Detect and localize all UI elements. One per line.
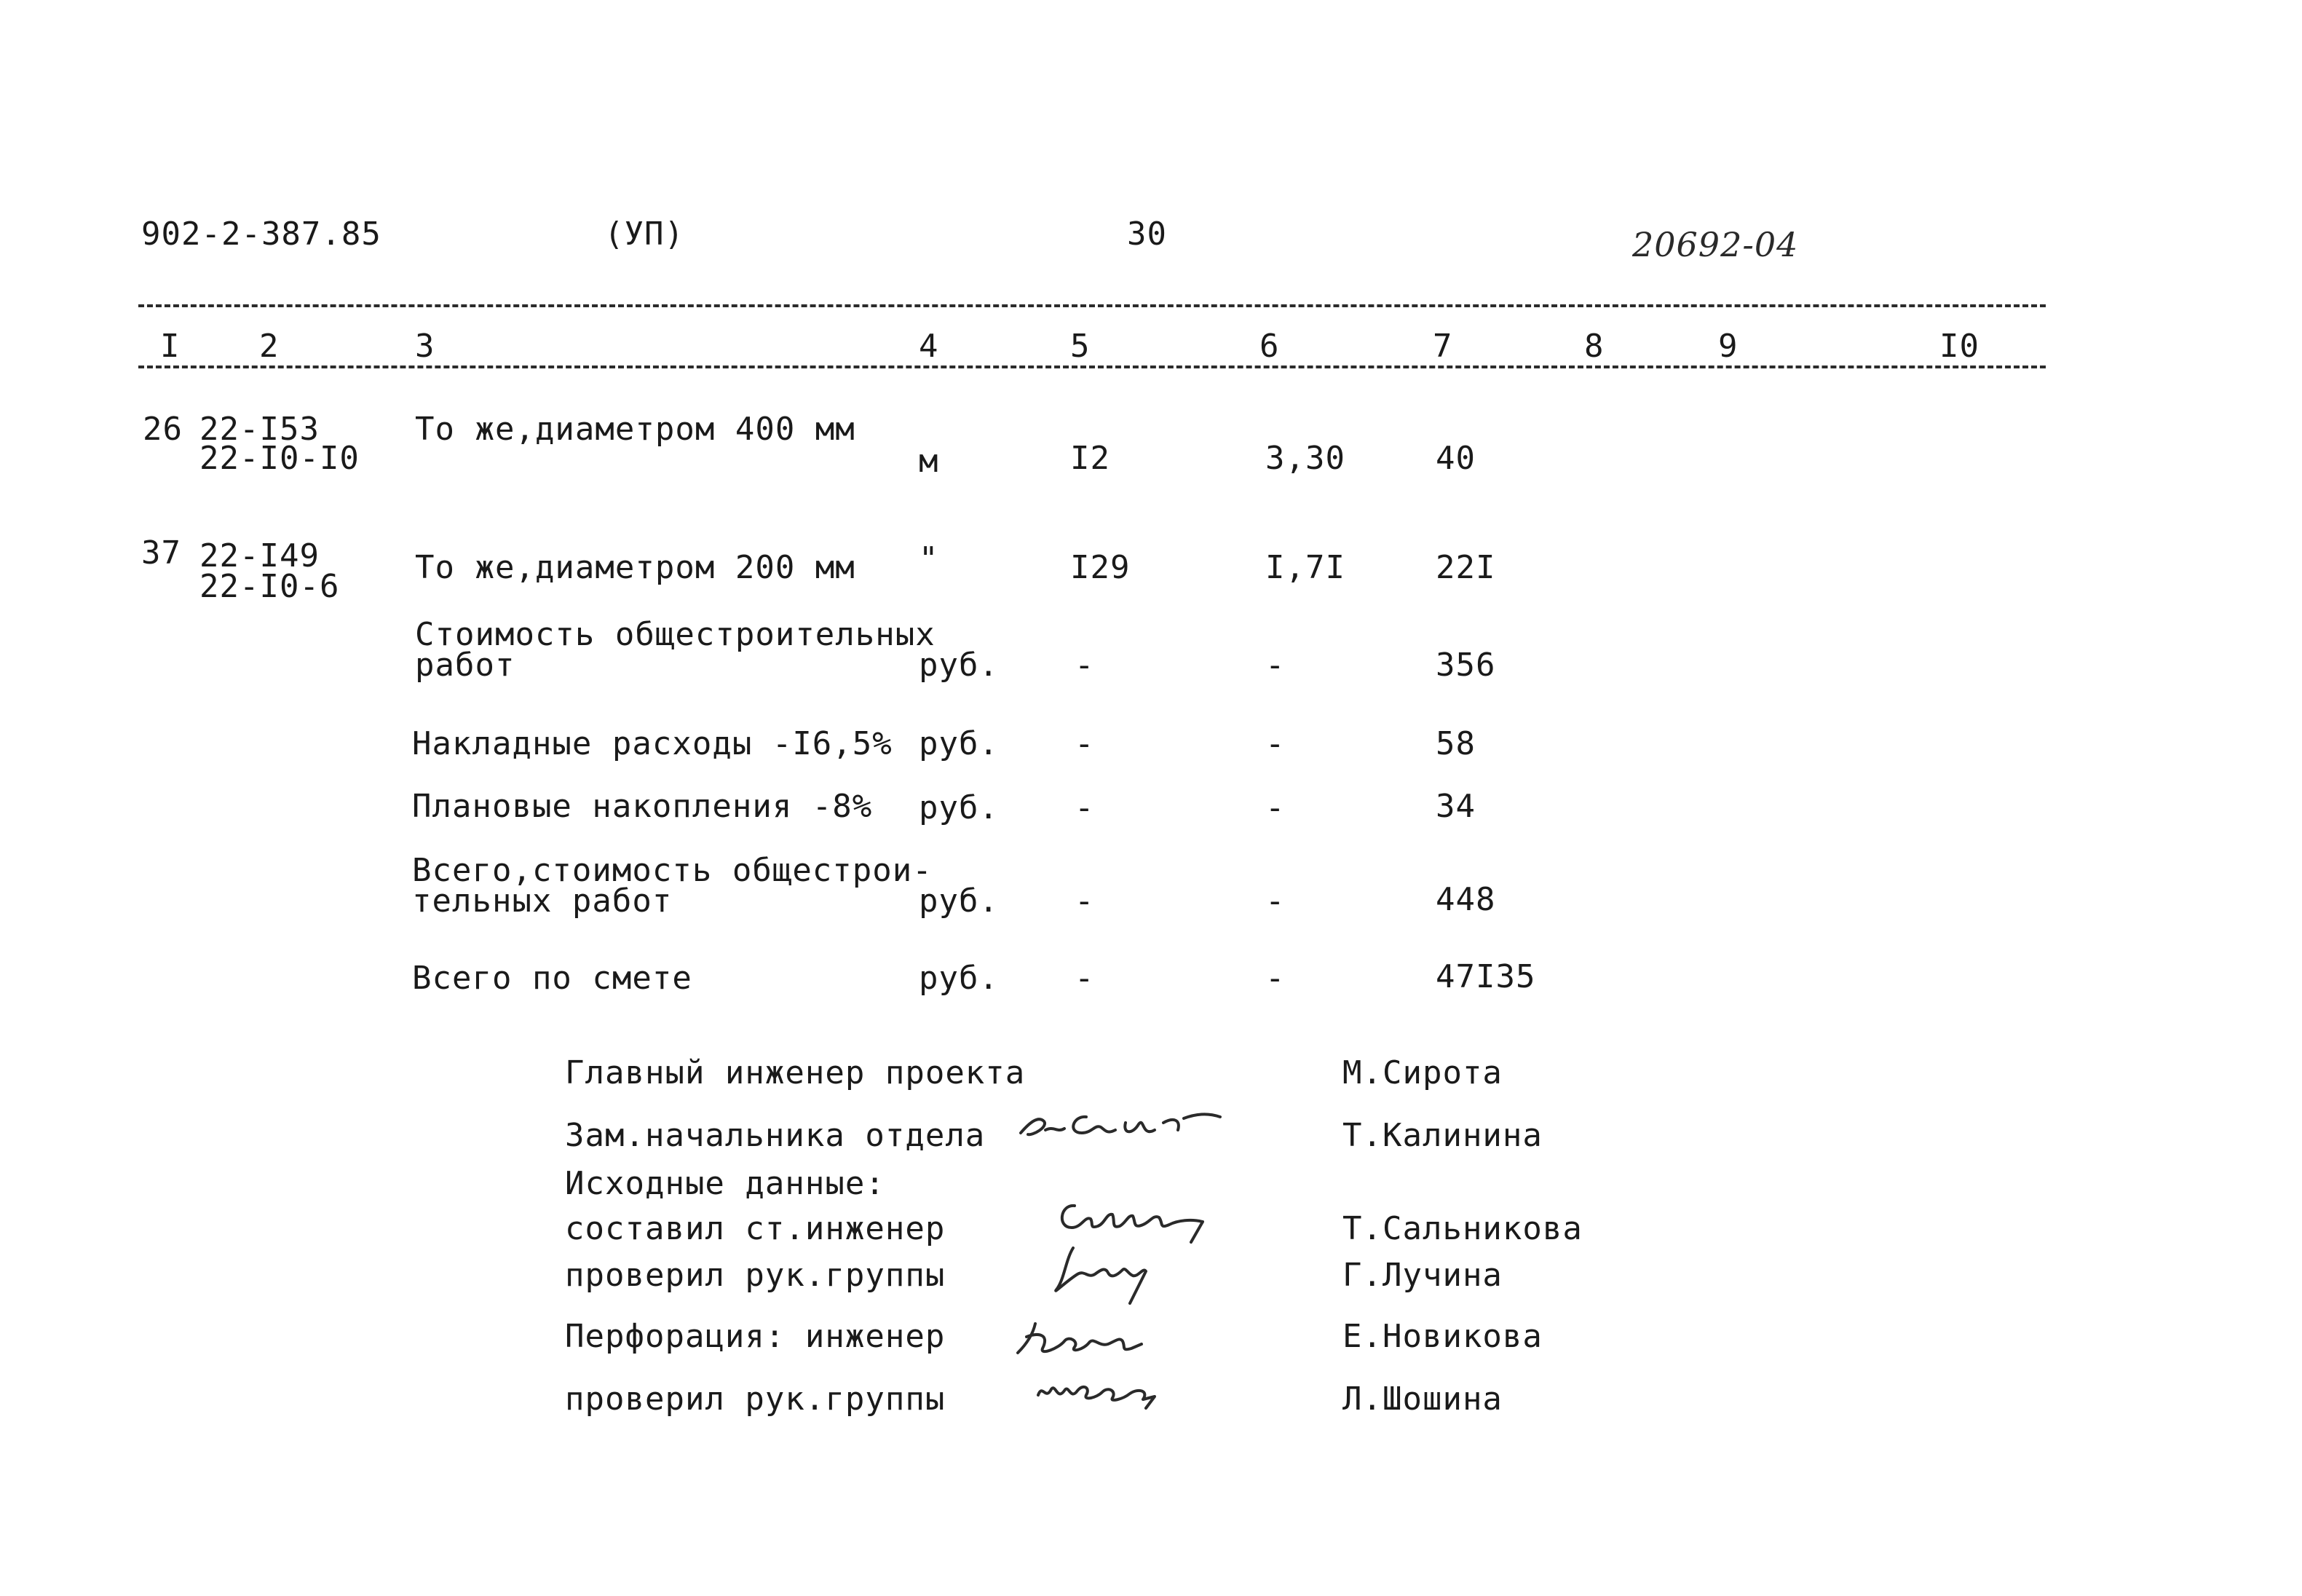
summary-name: Накладные расходы -I6,5%	[412, 725, 893, 762]
summary-price: -	[1265, 882, 1286, 920]
row-unit: м	[919, 443, 939, 480]
row-total: 22I	[1436, 549, 1496, 586]
row-total: 40	[1436, 440, 1476, 477]
signature-person: Е.Новикова	[1342, 1318, 1543, 1355]
summary-price: -	[1265, 725, 1286, 762]
section-label: (УП)	[604, 216, 684, 253]
signature-person: Т.Сальникова	[1342, 1210, 1583, 1247]
summary-qty: -	[1075, 882, 1095, 920]
column-header-2: 2	[259, 328, 280, 365]
page-number: 30	[1127, 216, 1167, 253]
signature-section-label: Исходные данные:	[565, 1165, 885, 1202]
summary-total: 34	[1436, 788, 1476, 825]
signature-role: Перфорация: инженер	[565, 1318, 946, 1355]
summary-name-cont: работ	[415, 647, 515, 684]
header-top-rule	[138, 304, 2046, 307]
signature-role: Зам.начальника отдела	[565, 1117, 986, 1154]
column-header-6: 6	[1259, 328, 1280, 365]
row-price: 3,30	[1265, 440, 1345, 477]
summary-price: -	[1265, 647, 1286, 684]
summary-qty: -	[1075, 725, 1095, 762]
summary-unit: руб.	[919, 882, 999, 920]
row-qty: I2	[1070, 440, 1110, 477]
handwritten-signature	[1013, 1315, 1174, 1366]
summary-name: Стоимость общестроительных	[415, 616, 936, 653]
column-header-1: I	[160, 328, 181, 365]
row-number: 37	[141, 534, 181, 572]
row-unit: "	[919, 540, 939, 577]
row-name: То же,диаметром 200 мм	[415, 549, 855, 586]
summary-unit: руб.	[919, 789, 999, 826]
column-header-9: 9	[1718, 328, 1739, 365]
column-header-7: 7	[1433, 328, 1453, 365]
summary-total: 47I35	[1436, 958, 1536, 995]
column-header-10: I0	[1939, 328, 1979, 365]
handwritten-signature	[1044, 1238, 1175, 1311]
row-code-primary: 22-I49	[199, 537, 320, 574]
signature-person: Л.Шошина	[1342, 1380, 1503, 1418]
summary-total: 58	[1436, 725, 1476, 762]
signature-person: М.Сирота	[1342, 1054, 1503, 1091]
signature-role: Главный инженер проекта	[565, 1054, 1026, 1091]
column-header-8: 8	[1584, 328, 1605, 365]
signature-role: проверил рук.группы	[565, 1257, 946, 1294]
summary-price: -	[1265, 789, 1286, 826]
summary-name: Всего,стоимость общестрои-	[412, 852, 933, 889]
column-header-4: 4	[919, 328, 939, 365]
doc-code: 902-2-387.85	[141, 216, 381, 253]
summary-total: 356	[1436, 647, 1496, 684]
row-number: 26	[143, 411, 183, 448]
handwritten-signature	[1016, 1101, 1227, 1152]
summary-unit: руб.	[919, 725, 999, 762]
summary-unit: руб.	[919, 647, 999, 684]
column-header-5: 5	[1070, 328, 1091, 365]
row-code-secondary: 22-I0-I0	[199, 440, 360, 477]
summary-name: Плановые накопления -8%	[412, 788, 873, 825]
signature-person: Т.Калинина	[1342, 1117, 1543, 1154]
summary-qty: -	[1075, 647, 1095, 684]
summary-name: Всего по смете	[412, 960, 692, 997]
row-name: То жe,диаметром 400 мм	[415, 411, 855, 448]
column-header-3: 3	[415, 328, 435, 365]
header-bottom-rule	[138, 366, 2046, 368]
summary-qty: -	[1075, 960, 1095, 997]
row-code-primary: 22-I53	[199, 411, 320, 448]
row-price: I,7I	[1265, 549, 1345, 586]
summary-unit: руб.	[919, 960, 999, 997]
row-code-secondary: 22-I0-6	[199, 568, 340, 605]
summary-total: 448	[1436, 881, 1496, 918]
summary-price: -	[1265, 960, 1286, 997]
signature-role: составил ст.инженер	[565, 1210, 946, 1247]
summary-qty: -	[1075, 789, 1095, 826]
summary-name-cont: тельных работ	[412, 882, 673, 920]
signature-person: Г.Лучина	[1342, 1257, 1503, 1294]
row-qty: I29	[1070, 549, 1131, 586]
handwritten-signature	[1032, 1369, 1192, 1413]
inventory-number: 20692-04	[1632, 225, 1799, 264]
signature-role: проверил рук.группы	[565, 1380, 946, 1418]
